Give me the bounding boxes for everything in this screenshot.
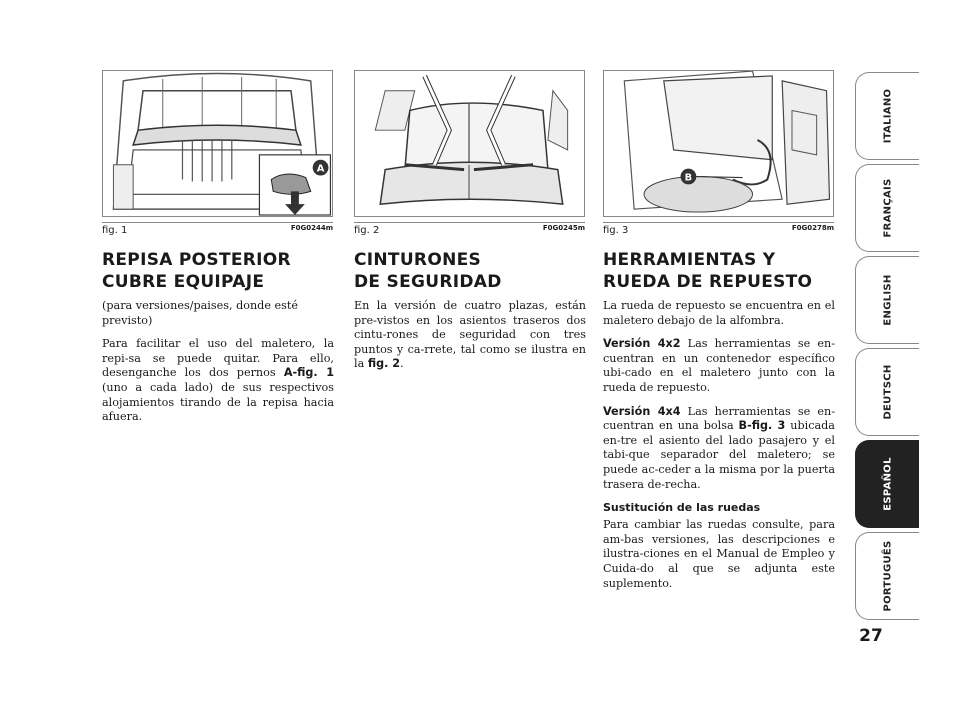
tab-espanol[interactable]: ESPAÑOL xyxy=(855,440,919,528)
tab-english[interactable]: ENGLISH xyxy=(855,256,919,344)
tool-bag-illustration xyxy=(604,71,833,216)
figure-3-caption xyxy=(603,222,834,236)
tab-italiano[interactable]: ITALIANO xyxy=(855,72,919,160)
figure-3-image xyxy=(603,70,834,217)
figure-code: F0G0278m xyxy=(791,224,834,232)
figure-label: fig. 1 xyxy=(102,225,128,236)
page-number: 27 xyxy=(859,626,883,646)
tab-francais[interactable]: FRANÇAIS xyxy=(855,164,919,252)
section-seat-belts xyxy=(354,249,586,381)
marker-b: B xyxy=(684,172,693,184)
figure-code: F0G0245m xyxy=(542,224,585,232)
seat-belts-illustration xyxy=(355,71,584,216)
marker-a: A xyxy=(316,163,325,175)
section-note: (para versiones/paises, donde esté previsto) xyxy=(102,299,298,327)
figure-1-caption xyxy=(102,222,333,236)
figure-code: F0G0244m xyxy=(290,224,333,232)
subsection-title: Sustitución de las ruedas xyxy=(603,501,761,515)
section-title: CINTURONES DE SEGURIDAD xyxy=(354,250,502,292)
figure-2-image xyxy=(354,70,585,217)
figure-label: fig. 2 xyxy=(354,225,380,236)
section-luggage-shelf xyxy=(102,249,334,434)
section-paragraph: La rueda de repuesto se encuentra en el maletero debajo de la alfombra. xyxy=(603,299,835,327)
section-paragraph: Versión 4x2 Las herramientas se en-cuentran en un contenedor específico ubi-cado en el maletero junto con la rueda de repuesto. xyxy=(603,337,835,394)
figure-1-image xyxy=(102,70,333,217)
section-paragraph: Versión 4x4 Las herramientas se en-cuentran en una bolsa B-fig. 3 ubicada en-tre el asiento del lado pasajero y el tabi-que separador del maletero; se puede ac-ceder a la misma por la puerta trasera de-recha. xyxy=(603,404,835,491)
figure-label: fig. 3 xyxy=(603,225,629,236)
section-paragraph: En la versión de cuatro plazas, están pre-vistos en los asientos traseros dos cintu-rones de seguridad con tres puntos y ca-rrete, tal como se ilustra en la fig. 2. xyxy=(354,299,586,371)
section-paragraph: Para cambiar las ruedas consulte, para am-bas versiones, las descripciones e ilustra-ciones en el Manual de Empleo y Cuida-do al que se adjunta este suplemento. xyxy=(603,518,835,590)
section-tools-spare-wheel xyxy=(603,249,835,600)
luggage-shelf-illustration xyxy=(103,71,332,216)
section-title: HERRAMIENTAS Y RUEDA DE REPUESTO xyxy=(603,250,813,292)
figure-2-caption xyxy=(354,222,585,236)
tab-portugues[interactable]: PORTUGUÊS xyxy=(855,532,919,620)
tab-deutsch[interactable]: DEUTSCH xyxy=(855,348,919,436)
section-title: REPISA POSTERIOR CUBRE EQUIPAJE xyxy=(102,250,291,292)
section-paragraph: Para facilitar el uso del maletero, la repi-sa se puede quitar. Para ello, desenganche los dos pernos A-fig. 1 (uno a cada lado) de sus respectivos alojamientos tirando de la repisa hacia afuera. xyxy=(102,337,334,424)
